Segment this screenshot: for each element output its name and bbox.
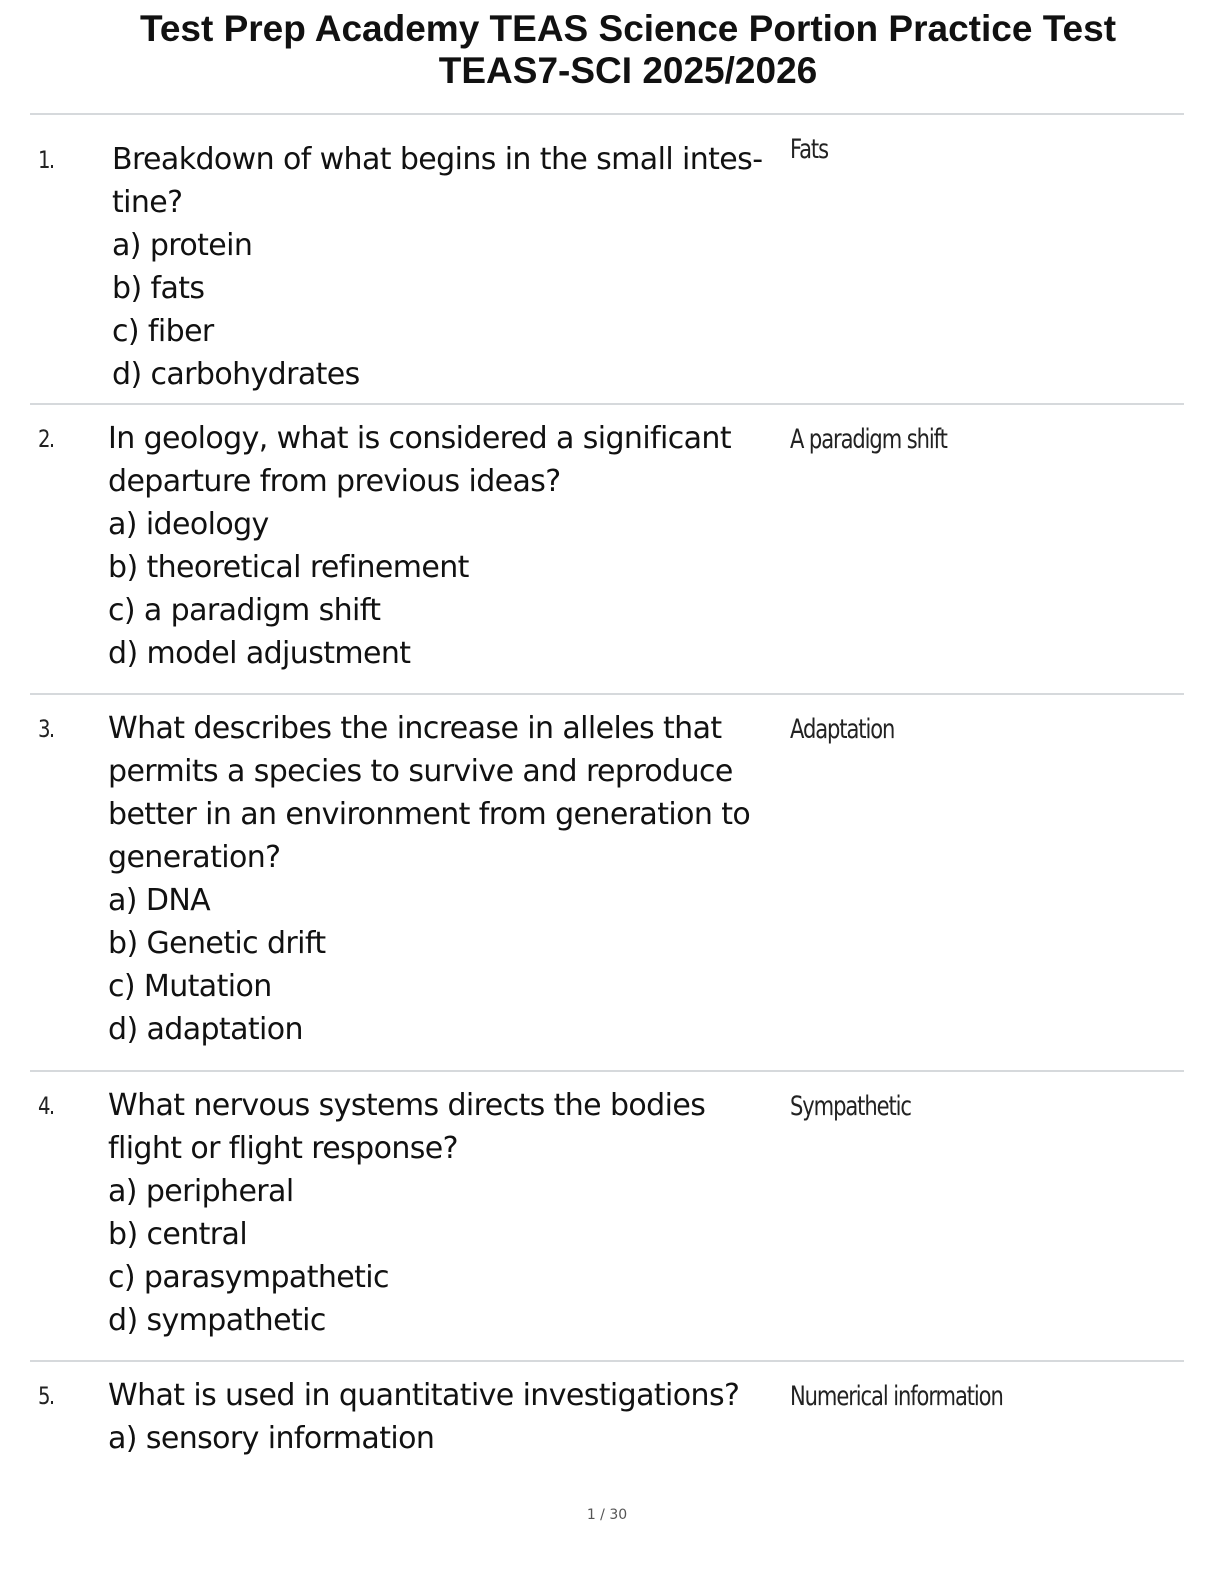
question-number: 1. — [38, 146, 54, 174]
question-line: departure from previous ideas? — [108, 464, 561, 499]
option-b: b) theoretical refinement — [108, 550, 469, 585]
answer-text: Fats — [790, 134, 828, 165]
page-indicator: 1 / 30 — [586, 1507, 628, 1523]
question-line: What nervous systems directs the bodies — [108, 1088, 706, 1123]
option-b: b) central — [108, 1217, 248, 1252]
question-line: tine? — [112, 185, 183, 220]
question-line: permits a species to survive and reproduce — [108, 754, 733, 789]
question-text — [108, 1084, 788, 1342]
option-d: d) model adjustment — [108, 636, 411, 671]
option-d: d) adaptation — [108, 1012, 303, 1047]
option-c: c) Mutation — [108, 969, 272, 1004]
divider — [30, 1070, 1184, 1072]
question-text — [112, 138, 792, 396]
option-a: a) DNA — [108, 883, 211, 918]
title-line-1: Test Prep Academy TEAS Science Portion Practice Test — [139, 8, 1117, 49]
option-a: a) sensory information — [108, 1421, 435, 1456]
question-number: 5. — [38, 1382, 54, 1410]
answer-text: Adaptation — [790, 714, 895, 745]
answer-text: A paradigm shift — [790, 424, 947, 455]
question-text — [108, 1374, 788, 1460]
question-line: In geology, what is considered a significant — [108, 421, 732, 456]
option-c: c) a paradigm shift — [108, 593, 381, 628]
question-line: What describes the increase in alleles that — [108, 711, 722, 746]
divider — [30, 1360, 1184, 1362]
question-text — [108, 707, 788, 1051]
answer-text: Numerical information — [790, 1381, 1003, 1412]
option-c: c) fiber — [112, 314, 214, 349]
divider — [30, 693, 1184, 695]
divider — [30, 403, 1184, 405]
question-line: flight or flight response? — [108, 1131, 458, 1166]
question-text — [108, 417, 788, 675]
option-b: b) Genetic drift — [108, 926, 326, 961]
option-a: a) peripheral — [108, 1174, 294, 1209]
question-line: What is used in quantitative investigations? — [108, 1378, 740, 1413]
question-number: 3. — [38, 715, 54, 743]
title-line-2: TEAS7-SCI 2025/2026 — [438, 50, 818, 91]
option-a: a) ideology — [108, 507, 269, 542]
question-line: generation? — [108, 840, 281, 875]
answer-text: Sympathetic — [790, 1091, 911, 1122]
option-c: c) parasympathetic — [108, 1260, 389, 1295]
option-d: d) carbohydrates — [112, 357, 360, 392]
option-b: b) fats — [112, 271, 205, 306]
question-line: better in an environment from generation to — [108, 797, 751, 832]
question-number: 2. — [38, 425, 54, 453]
divider — [30, 113, 1184, 115]
question-number: 4. — [38, 1092, 54, 1120]
page-title — [0, 8, 1224, 92]
question-line: Breakdown of what begins in the small intes- — [112, 142, 763, 177]
option-a: a) protein — [112, 228, 253, 263]
option-d: d) sympathetic — [108, 1303, 326, 1338]
